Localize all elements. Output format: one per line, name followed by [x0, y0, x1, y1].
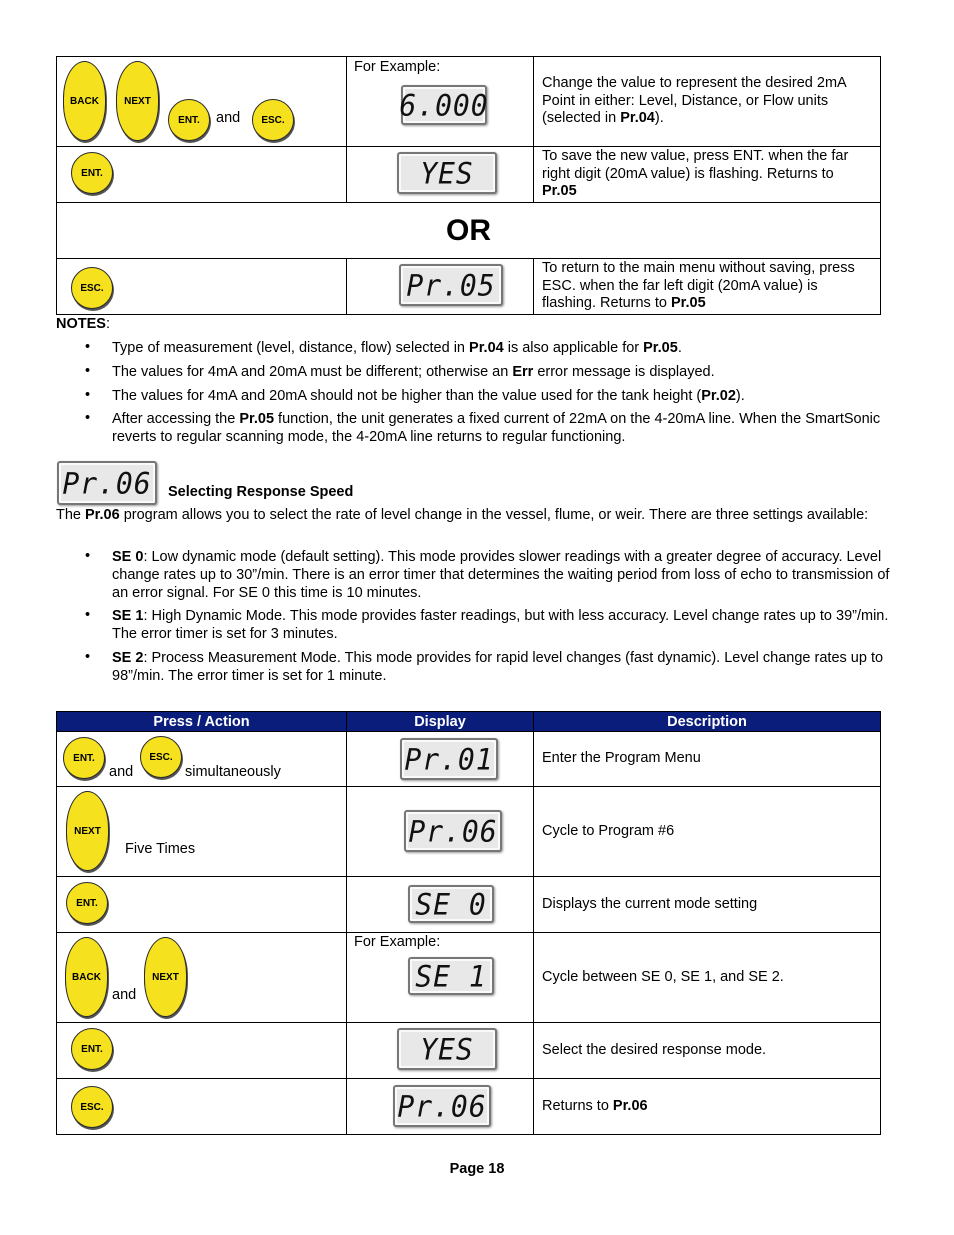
display-cell [347, 1079, 534, 1135]
lcd-display: YES [397, 1028, 497, 1070]
press-action-cell [57, 147, 347, 203]
bullet: • [85, 410, 91, 426]
next-button[interactable]: NEXT [66, 791, 109, 871]
esc-button[interactable]: ESC. [252, 99, 294, 141]
esc-button[interactable]: ESC. [140, 736, 182, 778]
description-cell: Returns to Pr.06 [534, 1079, 881, 1135]
and-label: and [109, 764, 134, 780]
ent-button[interactable]: ENT. [71, 152, 113, 194]
ent-button[interactable]: ENT. [71, 1028, 113, 1070]
page-number: Page 18 [449, 1161, 505, 1177]
note-item: Type of measurement (level, distance, flow) selected in Pr.04 is also applicable for Pr.05. [112, 340, 682, 356]
and-label: and [216, 110, 241, 126]
display-cell [347, 147, 534, 203]
section-heading: Selecting Response Speed [168, 484, 354, 500]
description-cell: Displays the current mode setting [534, 877, 881, 933]
press-action-cell [57, 933, 347, 1023]
lcd-display: Pr.05 [399, 264, 503, 306]
header-press-action: Press / Action [57, 712, 347, 732]
display-cell [347, 1023, 534, 1079]
bullet: • [85, 363, 91, 379]
note-item: The values for 4mA and 20mA must be different; otherwise an Err error message is displayed. [112, 364, 715, 380]
note-item: The values for 4mA and 20mA should not be higher than the value used for the tank height (Pr.02). [112, 388, 745, 404]
display-cell [347, 732, 534, 787]
lcd-display: 6.000 [401, 85, 487, 125]
display-cell [347, 933, 534, 1023]
mode-item: SE 0: Low dynamic mode (default setting). This mode provides slower readings with a greater degree of accuracy. Level change rates up to 30”/min. There is an error timer that determines the waiting period from loss of echo to transmission of an error signal. For SE 0 this time is 10 minutes. [112, 549, 890, 601]
display-cell [347, 57, 534, 147]
next-button[interactable]: NEXT [144, 937, 187, 1017]
description-cell: To save the new value, press ENT. when the far right digit (20mA value) is flashing. Returns to Pr.05 [534, 147, 881, 203]
for-example-label: For Example: [354, 934, 441, 950]
header-description: Description [534, 712, 881, 732]
press-action-cell [57, 57, 347, 147]
next-button[interactable]: NEXT [116, 61, 159, 141]
bullet: • [85, 339, 91, 355]
section-intro: The Pr.06 program allows you to select the rate of level change in the vessel, flume, or weir. There are three settings available: [56, 507, 869, 523]
description-cell: To return to the main menu without saving, press ESC. when the far left digit (20mA value) is flashing. Returns to Pr.05 [534, 259, 881, 315]
mode-item: SE 1: High Dynamic Mode. This mode provides faster readings, but with less accuracy. Level change rates up to 39”/min. The error timer is set for 3 minutes. [112, 608, 889, 642]
five-times-label: Five Times [125, 841, 196, 857]
display-cell [347, 877, 534, 933]
lcd-display: Pr.06 [393, 1085, 491, 1127]
lcd-display: YES [397, 152, 497, 194]
note-item: After accessing the Pr.05 function, the unit generates a fixed current of 22mA on the 4-20mA line. When the SmartSonic reverts to regular scanning mode, the 4-20mA line returns to regular functioning. [112, 411, 881, 445]
description-cell: Select the desired response mode. [534, 1023, 881, 1079]
bullet: • [85, 649, 91, 665]
procedure-table-2ma [56, 56, 881, 315]
section-lcd-display: Pr.06 [57, 461, 157, 505]
description-cell: Enter the Program Menu [534, 732, 881, 787]
simultaneously-label: simultaneously [185, 764, 281, 780]
lcd-display: SE 1 [408, 957, 494, 995]
for-example-label: For Example: [354, 59, 441, 75]
ent-button[interactable]: ENT. [63, 737, 105, 779]
press-action-cell [57, 259, 347, 315]
and-label: and [112, 987, 137, 1003]
display-cell [347, 259, 534, 315]
mode-item: SE 2: Process Measurement Mode. This mode provides for rapid level changes (fast dynamic). Level change rates up to 98”/min. The error timer is set for 1 minute. [112, 650, 884, 684]
ent-button[interactable]: ENT. [66, 882, 108, 924]
press-action-cell [57, 1023, 347, 1079]
notes-heading: NOTES: [56, 316, 110, 332]
bullet: • [85, 387, 91, 403]
press-action-cell [57, 877, 347, 933]
header-display: Display [347, 712, 534, 732]
lcd-display: SE 0 [408, 885, 494, 923]
description-cell: Cycle to Program #6 [534, 787, 881, 877]
or-divider: OR [57, 203, 881, 259]
description-cell: Cycle between SE 0, SE 1, and SE 2. [534, 933, 881, 1023]
lcd-display: Pr.06 [404, 810, 502, 852]
description-cell: Change the value to represent the desired 2mA Point in either: Level, Distance, or Flow units (selected in Pr.04). [534, 57, 881, 147]
bullet: • [85, 607, 91, 623]
lcd-display: Pr.01 [400, 738, 498, 780]
press-action-cell [57, 1079, 347, 1135]
esc-button[interactable]: ESC. [71, 1086, 113, 1128]
esc-button[interactable]: ESC. [71, 267, 113, 309]
press-action-cell [57, 787, 347, 877]
procedure-table-response-speed [56, 711, 881, 1135]
back-button[interactable]: BACK [65, 937, 108, 1017]
back-button[interactable]: BACK [63, 61, 106, 141]
press-action-cell [57, 732, 347, 787]
ent-button[interactable]: ENT. [168, 99, 210, 141]
display-cell [347, 787, 534, 877]
bullet: • [85, 548, 91, 564]
